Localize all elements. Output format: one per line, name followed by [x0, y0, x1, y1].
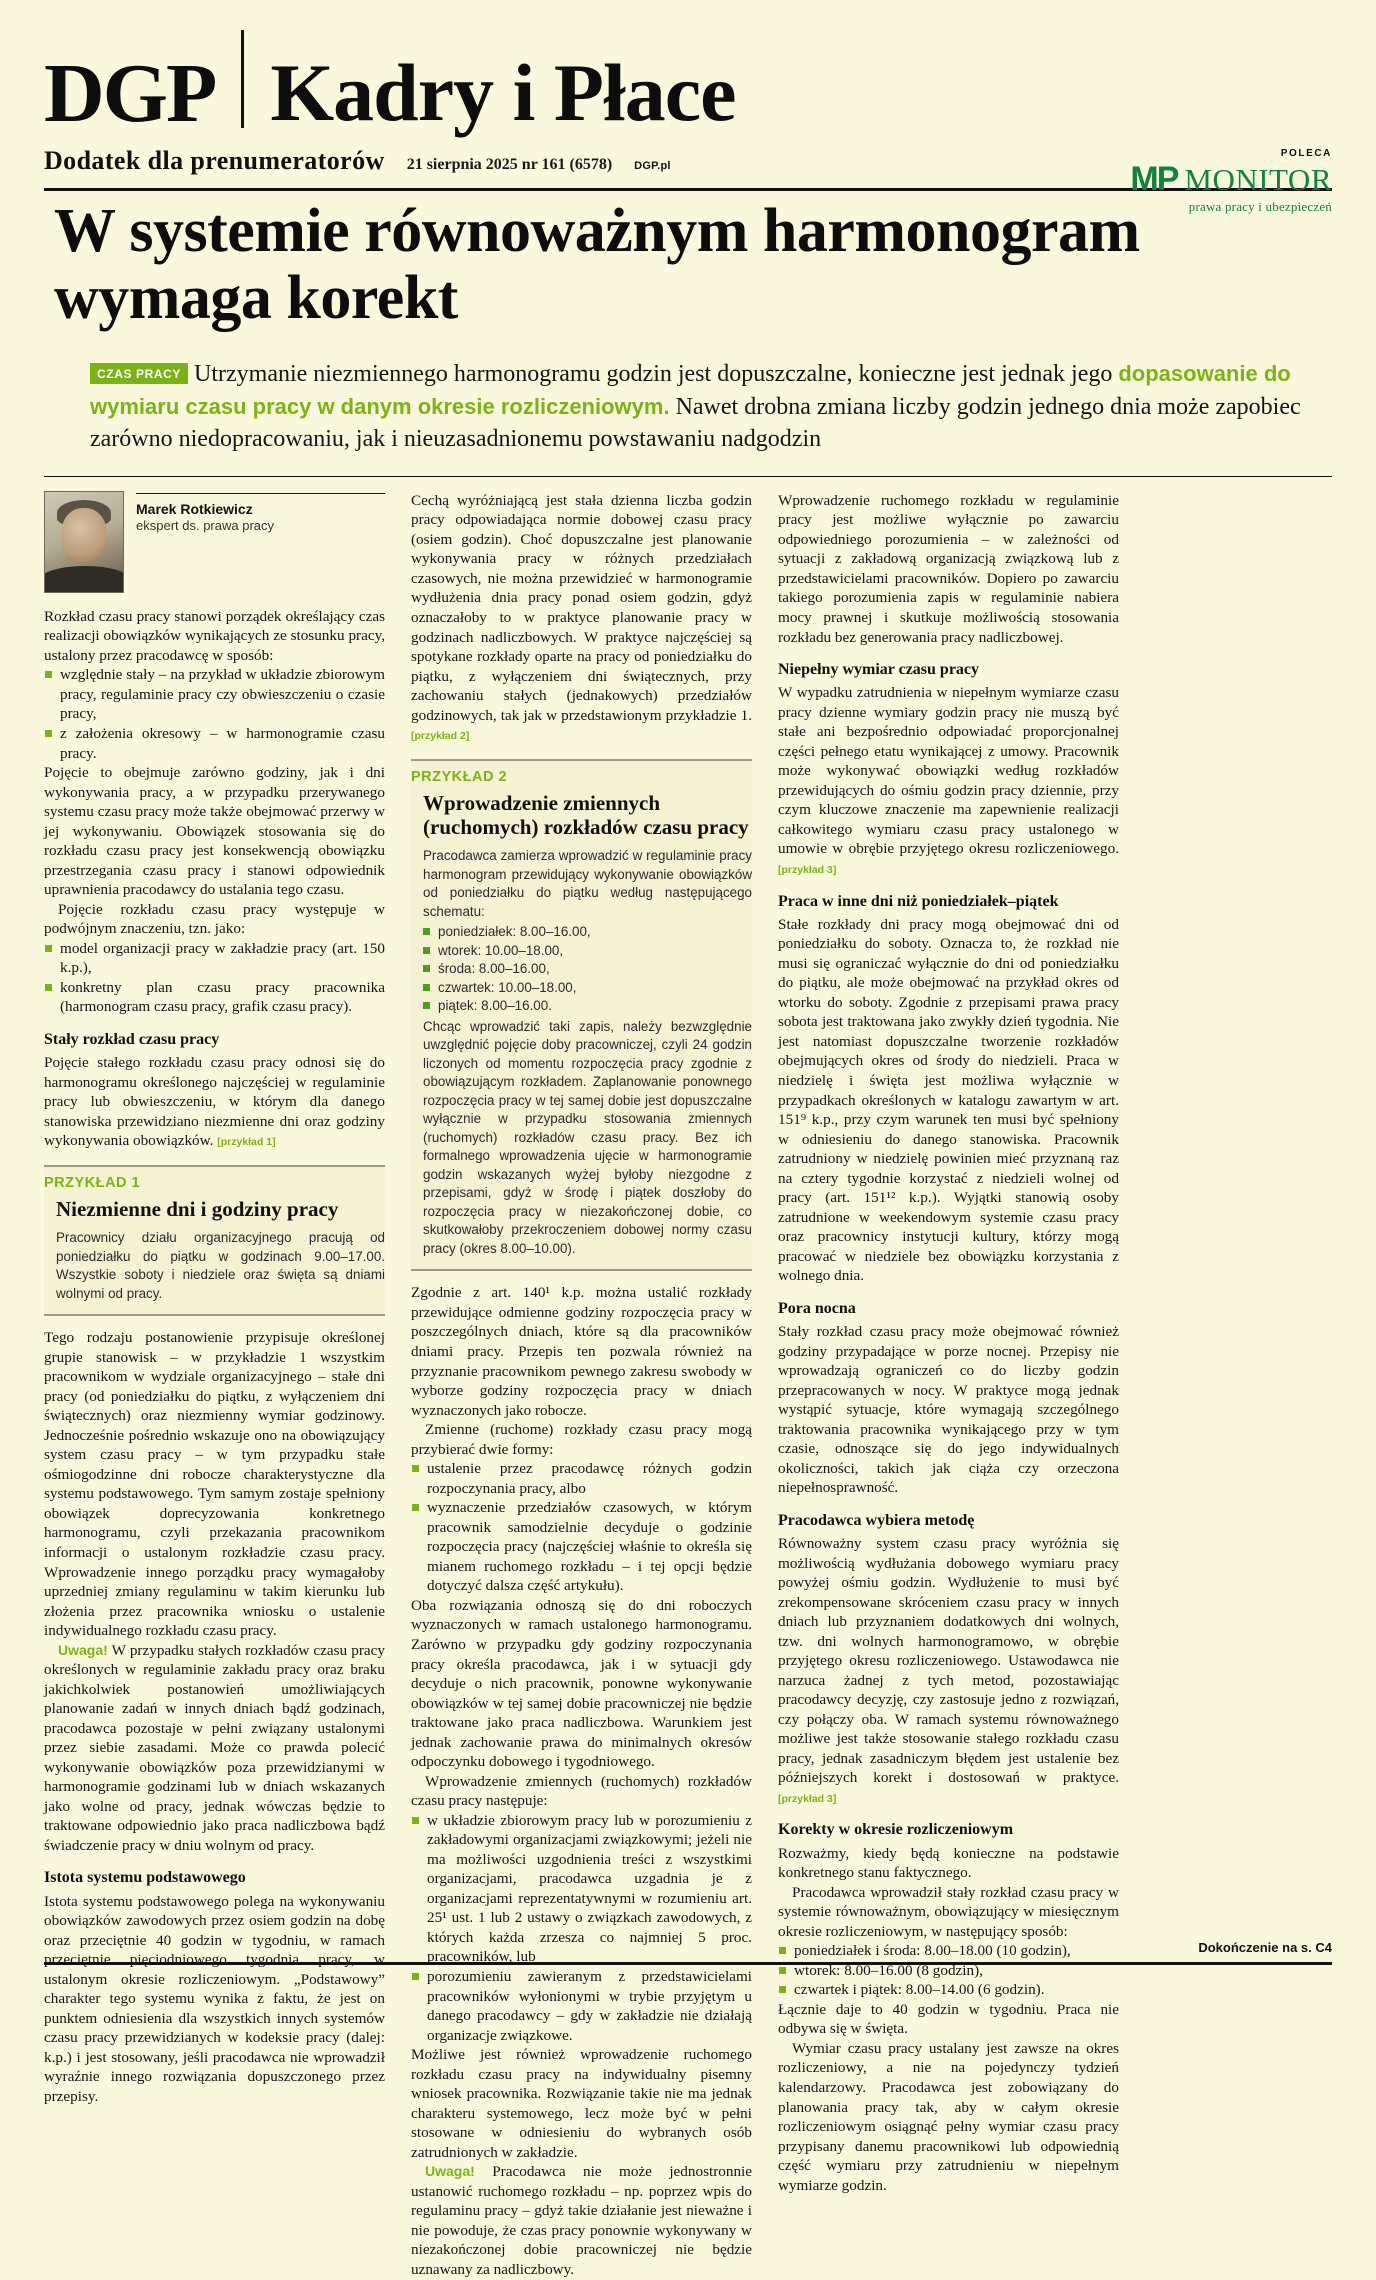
masthead-logo-row — [44, 22, 1332, 140]
c3-paragraph-2-text: W wypadku zatrudnienia w niepełnym wymiarze czasu pracy dzienne wymiary godzin pracy nie muszą być stałe ani bezpośrednio odpowiadać proporcjonalnej części pełnego etatu wynikającej z umowy. Pracownik może wykonywać obowiązki według rozkładów przewidujących do ośmiu godzin pracy dziennie, przy czym kluczowe znaczenie ma zapewnienie realizacji całkowitego wymiaru czasu pracy ustalonego w umowie w obrębie przyjętego okresu rozliczeniowego. — [778, 684, 1119, 858]
lead-paragraph — [90, 358, 1332, 456]
avatar-shoulders — [44, 566, 124, 592]
kadry-i-place-logo[interactable]: Kadry i Płace — [270, 47, 736, 139]
list-item: wtorek: 8.00–16.00 (8 godzin), — [778, 1961, 1119, 1981]
c1-paragraph-4 — [44, 1053, 385, 1151]
list-item: poniedziałek: 8.00–16.00, — [423, 923, 752, 942]
c3-paragraph-6: Rozważmy, kiedy będą konieczne na podstawie konkretnego stanu faktycznego. — [778, 1844, 1119, 1882]
c3-paragraph-4: Stały rozkład czasu pracy może obejmować również godziny przypadające w porze nocnej. Przepisy nie wprowadzają ograniczeń co do liczby godzin przepracowanych w nocy. W praktyce mogą jednak wystąpić sytuacje, które wymagają szczególnego traktowania pracownika wynikającego przy w tym czasie, odnoszące się do jego indywidualnych okoliczności, takich jak ciąża czy orzeczona niepełnosprawność. — [778, 1323, 1119, 1497]
c2-bullet-list-2 — [411, 1811, 752, 2045]
author-name: Marek Rotkiewicz — [136, 500, 253, 517]
c2-paragraph-1-text: Cechą wyróżniającą jest stała dzienna liczba godzin pracy odpowiadająca normie dobowej czasu pracy (osiem godzin). Choć dopuszczalne jest planowanie wykonywania pracy w różnych przedziałach czasowych, nie można przewidzieć w harmonogramie wydłużenia dnia pracy ponad osiem godzin, gdyż oznaczałoby to w praktyce planowanie pracy w godzinach nadliczbowych. W praktyce najczęściej są spotykane rozkłady oparte na pracy od poniedziałku do piątku, z wyłączeniem dni świątecznych, przy zachowaniu stałych (jednakowych) przedziałów godzinowych, tak jak w przedstawionym przykładzie 1. — [411, 491, 752, 724]
c3-heading-2: Praca w inne dni niż poniedziałek–piątek — [778, 892, 1059, 910]
monitor-wordmark: MONITOR — [1184, 161, 1332, 197]
lead-highlight: dopasowanie do wymiaru czasu pracy w danym okresie rozliczeniowym. — [90, 360, 1291, 419]
example-2-title: Wprowadzenie zmiennych (ruchomych) rozkładów czasu pracy — [423, 790, 749, 840]
lead-text-part2: Nawet drobna zmiana liczby godzin jednego dnia może zapobiec zarówno niedopracowaniu, jak i nieuzasadnionemu powstawaniu nadgodzin — [90, 393, 1301, 453]
continuation-note[interactable]: Dokończenie na s. C4 — [1198, 1940, 1332, 1955]
c3-paragraph-5-text: Równoważny system czasu pracy wyróżnia się możliwością wydłużania dobowego wymiaru pracy powyżej ośmiu godzin. Wydłużenie to musi być zrekompensowane skróceniem czasu pracy w innych dniach lub przyznaniem dodatkowych dni wolnych, tzw. dni wolnych harmonogramowo, w obrębie przyjętego okresu rozliczeniowego. Ustawodawca nie narzuca żadnej z tych metod, pozostawiając pracodawcy decyzję, czy zastosuje jedno z rozwiązań, czy połączy oba. W ramach systemu równoważnego możliwe jest także stosowanie stałego rozkładu czasu pracy, jednak zasadniczym błędem jest ustalenie bez późniejszych korekt i dostosowań w praktyce. — [778, 1534, 1119, 1787]
c1-heading-2: Istota systemu podstawowego — [44, 1869, 246, 1887]
c2-paragraph-1 — [411, 491, 752, 745]
author-info — [136, 491, 385, 593]
avatar — [44, 491, 124, 593]
list-item: z założenia okresowy – w harmonogramie czasu pracy. — [44, 724, 385, 763]
c1-heading-1: Stały rozkład czasu pracy — [44, 1030, 220, 1048]
list-item: porozumieniu zawieranym z przedstawicielami pracowników wyłonionymi w trybie przyjętym u danego pracodawcy – gdy w zakładzie nie działają organizacje związkowe. — [411, 1967, 752, 2045]
footer-rule — [44, 1962, 1332, 1965]
site-link[interactable]: DGP.pl — [634, 160, 671, 172]
c2-reference-1[interactable]: [przykład 2] — [411, 730, 470, 743]
column-1 — [44, 491, 385, 2280]
example-2-kicker: PRZYKŁAD 2 — [411, 768, 508, 785]
example-1-body: Pracownicy działu organizacyjnego pracują od poniedziałku do piątku w godzinach 9.00–17.00. Wszystkie soboty i niedziele oraz święta są dniami wolnymi od pracy. — [56, 1230, 385, 1301]
c1-bullet-list-1 — [44, 665, 385, 763]
c1-paragraph-7: Istota systemu podstawowego polega na wykonywaniu obowiązków zawodowych przez osiem godzin na dobę oraz przeciętnie 40 godzin w tygodniu, w ramach przeciętnie pięciodniowego tygodnia pracy, w ustalonym okresie rozliczeniowym. „Podstawowy” charakter tego systemu wynika z faktu, że jest on punktem odniesienia dla wszystkich innych systemów czasu pracy przewidzianych w kodeksie pracy (dalej: k.p.) i jest stosowany, jeśli pracodawca nie wprowadził wyraźnie innego rozwiązania dopuszczonego przez przepisy. — [44, 1892, 385, 2105]
c2-paragraph-4: Oba rozwiązania odnoszą się do dni roboczych wyznaczonych w ramach ustalonego harmonogramu. Zarówno w przypadku gdy godziny rozpoczynania pracy określa pracodawca, jak i w sytuacji gdy decyduje o nich pracownik, ponowne wykonywanie obowiązków w tej samej dobie pracowniczej nie będzie traktowane jako praca nadliczbowa. Warunkiem jest jednak zachowanie prawa do minimalnych okresów odpoczynku dobowego i tygodniowego. — [411, 1596, 752, 1771]
example-2-schedule — [423, 923, 752, 1016]
list-item: w układzie zbiorowym pracy lub w porozumieniu z zakładowymi organizacjami związkowymi; jeżeli nie ma możliwości uzgodnienia treści z wszystkimi organizacjami, pracodawca uzgadnia je z organizacjami reprezentatywnymi w rozumieniu art. 25¹ ust. 1 lub 2 ustawy o związkach zawodowych, z których każda zrzesza co najmniej 5 proc. pracowników, lub — [411, 1811, 752, 1967]
supplement-label: Dodatek dla prenumeratorów — [44, 146, 385, 175]
c1-note-text: W przypadku stałych rozkładów czasu pracy określonych w regulaminie zakładu pracy oraz braku jakichkolwiek postanowień umożliwiających planowanie zadań w innych dniach bądź godzinach, pracodawca pozostaje w pełni związany ustalonymi przez siebie zasadami. Może co prawda polecić wykonywanie obowiązków poza przewidzianymi w harmonogramie godzinami lub w dniach wskazanych jako wolne od pracy, jednak wówczas będzie to traktowane odpowiednio jako praca nadliczbowa bądź świadczenie pracy w dniu wolnym od pracy. — [44, 1641, 385, 1854]
column-2 — [411, 491, 752, 2280]
c1-reference-1[interactable]: [przykład 1] — [217, 1136, 276, 1149]
masthead-divider — [241, 30, 244, 128]
example-box-2 — [411, 759, 752, 1272]
masthead-subrow — [44, 146, 1332, 214]
page-footer — [44, 1940, 1332, 1965]
monitor-logo[interactable] — [1130, 162, 1332, 196]
c2-paragraph-3: Zmienne (ruchome) rozkłady czasu pracy mogą przybierać dwie formy: — [411, 1421, 752, 1458]
c2-note-text: Pracodawca nie może jednostronnie ustanowić ruchomego rozkładu – np. poprzez wpis do regulaminu pracy – gdyż takie działanie jest nieważne i nie powoduje, że czas pracy ponownie wykonywany w niezakończonej dobie pracowniczej nie będzie uznawany za nadliczbowy. — [411, 2163, 753, 2278]
list-item: piątek: 8.00–16.00. — [423, 997, 752, 1016]
byline-rule — [136, 493, 385, 494]
example-2-outro: Chcąc wprowadzić taki zapis, należy bezwzględnie uwzględnić pojęcie doby pracowniczej, czyli 24 godzin liczonych od momentu rozpoczęcia pracy zgodnie z obowiązującym rozkładem. Zaplanowanie ponownego rozpoczęcia pracy w tej samej dobie jest dopuszczalne wyłącznie w przypadku stosowania zmiennych (ruchomych) rozkładów czasu pracy. Bez ich formalnego wprowadzenia ujęcie w harmonogramie godzin wskazanych wyżej byłoby niezgodne z przepisami, gdyż w środę i piątek doszłoby do rozpoczęcia pracy w niezakończonej dobie, co skutkowałoby przekroczeniem dobowej normy czasu pracy (okres 8.00–10.00). — [423, 1018, 752, 1256]
c3-paragraph-5 — [778, 1534, 1119, 1807]
issue-line: 21 sierpnia 2025 nr 161 (6578) — [406, 156, 613, 173]
masthead — [44, 22, 1332, 214]
status-badge: CZAS PRACY — [90, 363, 188, 384]
c1-paragraph-4-text: Pojęcie stałego rozkładu czasu pracy odnosi się do harmonogramu określonego najczęściej w regulaminie pracy lub obwieszczeniu, w którym dla danego stanowiska przewidziano niezmienne dni oraz godziny wykonywania obowiązków. — [44, 1054, 385, 1150]
recommends-label: POLECA — [1280, 148, 1332, 159]
list-item: względnie stały – na przykład w układzie zbiorowym pracy, regulaminie pracy czy obwieszczeniu o czasie pracy, — [44, 665, 385, 724]
example-2-intro: Pracodawca zamierza wprowadzić w regulaminie pracy harmonogram przewidujący wykonywanie obowiązków od poniedziałku do piątku według następującego schematu: — [423, 848, 752, 919]
dgp-logo[interactable]: DGP — [44, 46, 216, 140]
article-columns — [44, 491, 1332, 2280]
c2-note-label: Uwaga! — [425, 2163, 475, 2180]
c3-reference-1[interactable]: [przykład 3] — [778, 864, 837, 876]
partner-tagline: prawa pracy i ubezpieczeń — [1188, 199, 1332, 214]
c1-bullet-list-2 — [44, 939, 385, 1017]
c3-paragraph-1: Wprowadzenie ruchomego rozkładu w regulaminie pracy jest możliwe wyłącznie po zawarciu odpowiedniego porozumienia – w zależności od sytuacji z zakładową organizacją związkową lub z przedstawicielami pracowników. Dopiero po zawarciu takiego porozumienia zapis w regulaminie nabiera mocy prawnej i skutkuje możliwością stosowania rozkładu bez generowania pracy nadliczbowej. — [778, 491, 1119, 646]
c3-paragraph-2 — [778, 683, 1119, 878]
avatar-face — [61, 508, 107, 564]
list-item: ustalenie przez pracodawcę różnych godzin rozpoczynania pracy, albo — [411, 1459, 752, 1498]
list-item: poniedziałek i środa: 8.00–18.00 (10 godzin), — [778, 1941, 1119, 1961]
list-item: środa: 8.00–16.00, — [423, 960, 752, 979]
c1-paragraph-6 — [44, 1641, 385, 1856]
mp-mark-icon: MP — [1130, 160, 1178, 198]
c3-heading-4: Pracodawca wybiera metodę — [778, 1511, 975, 1529]
c3-heading-3: Pora nocna — [778, 1299, 856, 1317]
list-item: czwartek i piątek: 8.00–14.00 (6 godzin). — [778, 1980, 1119, 2000]
c2-paragraph-7 — [411, 2162, 752, 2279]
c1-paragraph-3: Pojęcie rozkładu czasu pracy występuje w podwójnym znaczeniu, tzn. jako: — [44, 900, 385, 938]
c3-paragraph-9: Wymiar czasu pracy ustalany jest zawsze na okres rozliczeniowy, a nie na pojedynczy tydzień kalendarzowy. Pracodawca jest zobowiązany do planowania pracy tak, aby w całym okresie rozliczeniowym osiągnąć pełny wymiar czasu pracy przypisany danemu pracownikowi lub odpowiednią część wymiaru przy zatrudnieniu w niepełnym wymiarze godzin. — [778, 2039, 1119, 2194]
column-3 — [778, 491, 1119, 2280]
c1-paragraph-2: Pojęcie to obejmuje zarówno godziny, jak i dni wykonywania pracy, a w przypadku przerywanego systemu czasu pracy może także obejmować przerwy w jej wykonywaniu. Obowiązek stosowania się do rozkładu czasu pracy jest konsekwencją obowiązku przestrzegania czasu pracy i stanowi odpowiednik uprawnienia pracodawcy do ustalania tego czasu. — [44, 764, 385, 899]
example-box-1 — [44, 1165, 385, 1316]
c1-paragraph-1: Rozkład czasu pracy stanowi porządek określający czas realizacji obowiązków wynikających ze stosunku pracy, ustalony przez pracodawcę w sposób: — [44, 607, 385, 664]
list-item: model organizacji pracy w zakładzie pracy (art. 150 k.p.), — [44, 939, 385, 978]
page-title: W systemie równoważnym harmonogram wymaga korekt — [54, 197, 1140, 332]
c3-heading-5: Korekty w okresie rozliczeniowym — [778, 1821, 1014, 1839]
lead-rule — [44, 476, 1332, 477]
list-item: czwartek: 10.00–18.00, — [423, 979, 752, 998]
c3-reference-2[interactable]: [przykład 3] — [778, 1792, 837, 1805]
c2-paragraph-2: Zgodnie z art. 140¹ k.p. można ustalić rozkłady przewidujące odmienne godziny rozpoczęcia pracy w poszczególnych dniach, które są dla pracowników dniami pracy. Przepis ten pozwala również na przyznanie pracownikom pewnego zakresu swobody w wyborze godziny rozpoczęcia pracy w dniach wyznaczonych jako robocze. — [411, 1284, 752, 1419]
example-1-kicker: PRZYKŁAD 1 — [44, 1174, 141, 1191]
c3-paragraph-7: Pracodawca wprowadził stały rozkład czasu pracy w systemie równoważnym, obowiązujący w miesięcznym okresie rozliczeniowym, w następujący sposób: — [778, 1883, 1119, 1940]
c2-paragraph-6: Możliwe jest również wprowadzenie ruchomego rozkładu czasu pracy na indywidualny pisemny wniosek pracownika. Rozwiązanie takie nie ma jednak charakteru systemowego, lecz może być w pełni stosowane w odniesieniu do wybranych osób zatrudnionych w zakładzie. — [411, 2046, 752, 2161]
c3-paragraph-3: Stałe rozkłady dni pracy mogą obejmować dni od poniedziałku do soboty. Oznacza to, że rozkład nie musi się ograniczać wyłącznie do dni od poniedziałku do piątku, ale może obejmować na przykład okres od wtorku do soboty. Zgodnie z przepisami prawa pracy sobota jest traktowana jako zwykły dzień tygodnia. Nie jest natomiast dopuszczalne tworzenie rozkładów obejmujących okres od środy do niedzieli. Praca w niedzielę i święta jest możliwa wyłącznie w przypadkach określonych w katalogu zawartym w art. 151⁹ k.p., przy czym warunek ten musi być spełniony w odniesieniu do danego stanowiska. Pracownik zatrudniony w niedzielę powinien mieć przyznaną raz na cztery tygodnie korzystać z niedzieli wolnej od pracy (art. 151¹² k.p.). Wyjątki stanowią osoby zatrudnione w weekendowym systemie czasu pracy oraz pracownicy instytucji kultury, którzy mogą pracować w niedziele bez obowiązku korzystania z wolnego dnia. — [778, 915, 1119, 1285]
list-item: wtorek: 10.00–18.00, — [423, 942, 752, 961]
partner-block — [1130, 148, 1332, 215]
c1-note-label: Uwaga! — [58, 1641, 108, 1658]
c3-paragraph-8: Łącznie daje to 40 godzin w tygodniu. Praca nie odbywa się w święta. — [778, 2000, 1119, 2038]
c1-paragraph-5: Tego rodzaju postanowienie przypisuje określonej grupie stanowisk – w przykładzie 1 wszystkim pracownikom w wydziale organizacyjnego – stałe dni pracy (od poniedziałku do piątku, z wyłączeniem dni świątecznych) oraz niezmienny wymiar godzinowy. Jednocześnie pośrednio wskazuje ono na obowiązujący system czasu pracy – w tym przypadku stałe ośmiogodzinne dni robocze charakterystyczne dla systemu podstawowego. Tym samym zostaje spełniony obowiązek doprecyzowania konkretnego harmonogramu, czyli przekazania pracownikom informacji o ustalonym rozkładzie czasu pracy. Wprowadzenie innego porządku pracy wymagałoby uprzedniej zmiany regulaminu w takim kierunku lub złożenia przez pracownika wniosku o ustalenie indywidualnego rozkładu czasu pracy. — [44, 1329, 385, 1640]
lead-text-part1: Utrzymanie niezmiennego harmonogramu godzin jest dopuszczalne, konieczne jest jednak jego — [194, 360, 1113, 387]
c3-heading-1: Niepełny wymiar czasu pracy — [778, 661, 980, 679]
list-item: wyznaczenie przedziałów czasowych, w którym pracownik samodzielnie decyduje o godzinie rozpoczęcia pracy (najczęściej właśnie to określa się mianem ruchomego rozkładu – i tej opcji będzie dotyczyć dalsza część artykułu). — [411, 1498, 752, 1596]
list-item: konkretny plan czasu pracy pracownika (harmonogram czasu pracy, grafik czasu pracy). — [44, 978, 385, 1017]
c2-paragraph-5: Wprowadzenie zmiennych (ruchomych) rozkładów czasu pracy następuje: — [411, 1772, 752, 1810]
c2-bullet-list-1 — [411, 1459, 752, 1596]
author-byline — [44, 491, 385, 593]
author-role: ekspert ds. prawa pracy — [136, 517, 275, 533]
example-1-title: Niezmienne dni i godziny pracy — [56, 1196, 339, 1221]
